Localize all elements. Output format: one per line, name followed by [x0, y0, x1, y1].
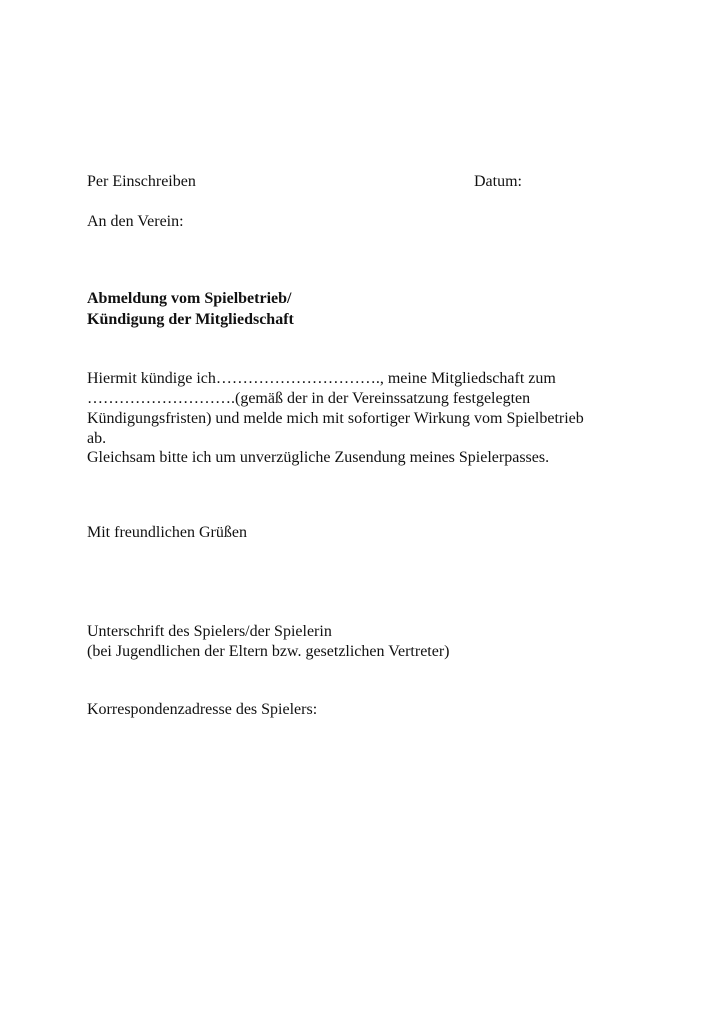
subject-line-2: Kündigung der Mitgliedschaft — [87, 311, 294, 328]
signature-line-2: (bei Jugendlichen der Eltern bzw. gesetzlichen Vertreter) — [87, 643, 450, 660]
body-line-4: ab. — [87, 430, 107, 447]
body-line-3: Kündigungsfristen) und melde mich mit sofortiger Wirkung vom Spielbetrieb — [87, 410, 584, 427]
subject-line-1: Abmeldung vom Spielbetrieb/ — [87, 290, 292, 307]
closing-greeting: Mit freundlichen Grüßen — [87, 524, 247, 541]
body-line-1: Hiermit kündige ich…………………………., meine Mitgliedschaft zum — [87, 370, 556, 387]
delivery-method: Per Einschreiben — [87, 173, 196, 190]
date-label: Datum: — [474, 173, 522, 190]
body-line-2: ……………………….(gemäß der in der Vereinssatzung festgelegten — [87, 390, 531, 407]
signature-line-1: Unterschrift des Spielers/der Spielerin — [87, 623, 332, 640]
body-line-5: Gleichsam bitte ich um unverzügliche Zusendung meines Spielerpasses. — [87, 449, 550, 466]
recipient-label: An den Verein: — [87, 213, 184, 230]
correspondence-address-label: Korrespondenzadresse des Spielers: — [87, 701, 318, 718]
